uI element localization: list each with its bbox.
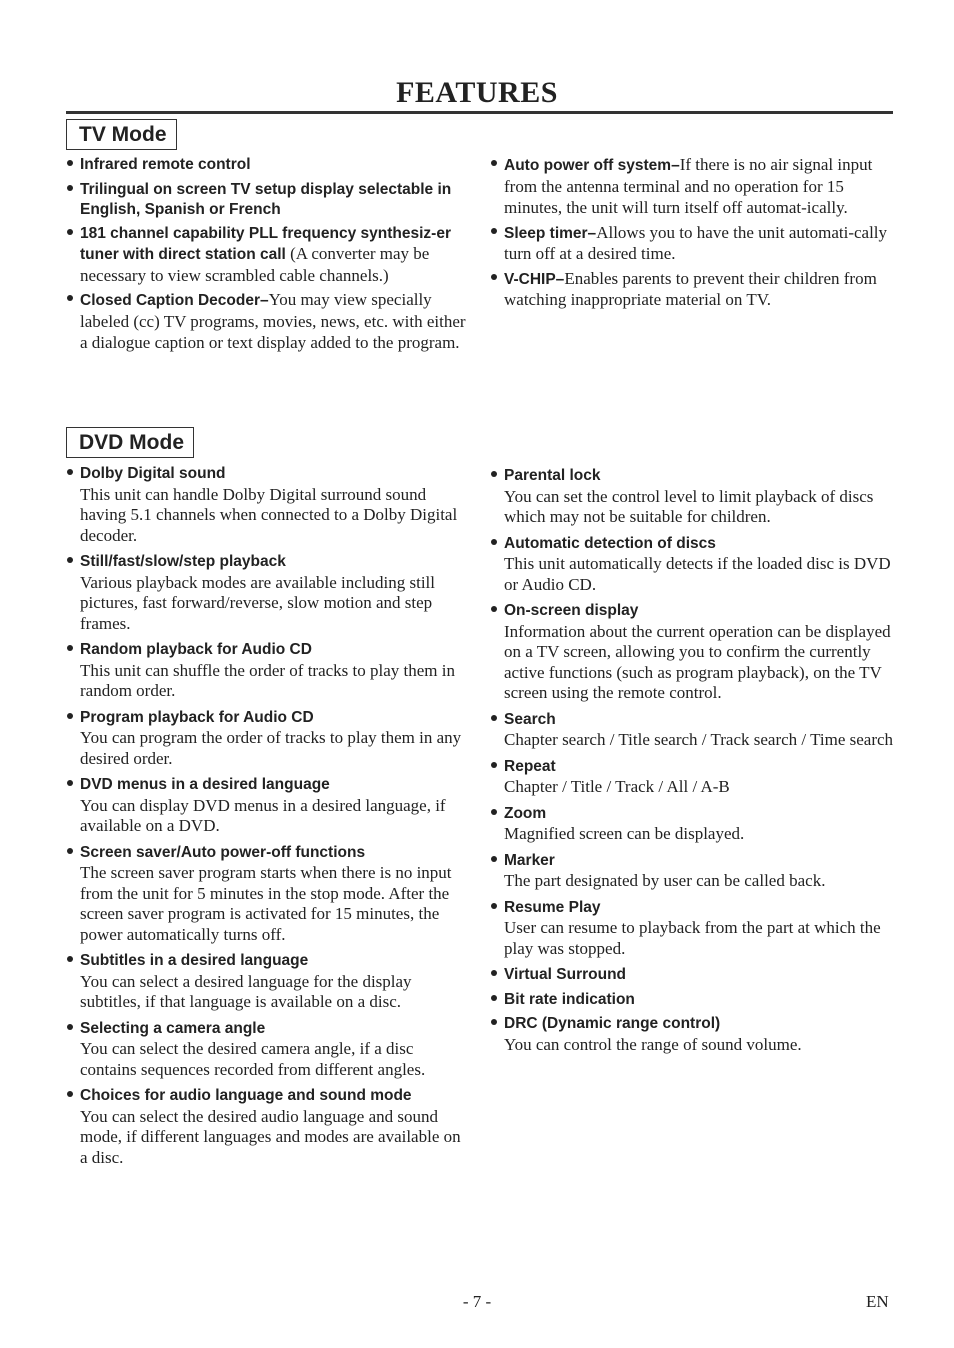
feature-heading: Resume Play bbox=[504, 898, 601, 916]
bullet-icon bbox=[67, 185, 73, 191]
page-number: - 7 - bbox=[462, 1292, 492, 1311]
tv-mode-heading: TV Mode bbox=[66, 119, 177, 150]
list-item bbox=[490, 466, 894, 528]
bullet-icon bbox=[491, 606, 497, 612]
feature-description: Information about the current operation can be displayed on a TV screen, allowing you to confirm the currently active functions (such as program playback), on the TV screen using the remote control. bbox=[504, 621, 891, 702]
list-item bbox=[66, 640, 470, 702]
language-code: EN bbox=[866, 1292, 889, 1311]
list-item bbox=[490, 601, 894, 704]
list-item bbox=[66, 775, 470, 837]
list-item bbox=[490, 534, 894, 596]
feature-heading: Screen saver/Auto power-off functions bbox=[80, 843, 366, 861]
list-item bbox=[490, 990, 894, 1011]
feature-description: Chapter search / Title search / Track search / Time search bbox=[504, 730, 894, 749]
feature-description: Allows you to have the unit automati-cally turn off at a desired time. bbox=[504, 222, 888, 263]
list-item bbox=[490, 223, 892, 266]
bullet-icon bbox=[67, 780, 73, 786]
list-item bbox=[490, 1014, 894, 1055]
feature-description: You can select a desired language for the display subtitles, if that language is available on a disc. bbox=[80, 971, 412, 1011]
bullet-icon bbox=[491, 970, 497, 976]
bullet-icon bbox=[491, 856, 497, 862]
list-item bbox=[490, 155, 892, 220]
list-item bbox=[490, 898, 894, 960]
bullet-icon bbox=[67, 1091, 73, 1097]
list-item bbox=[490, 851, 894, 892]
feature-description: This unit can handle Dolby Digital surround sound having 5.1 channels when connected to a Dolby Digital decoder. bbox=[80, 484, 458, 545]
bullet-icon bbox=[491, 160, 497, 166]
feature-heading: DRC (Dynamic range control) bbox=[504, 1015, 721, 1032]
feature-description: You can set the control level to limit playback of discs which may not be suitable for children. bbox=[504, 486, 874, 526]
feature-description: (A converter may be necessary to view scrambled cable channels.) bbox=[80, 244, 430, 285]
list-item bbox=[66, 290, 468, 355]
list-item bbox=[66, 552, 470, 634]
feature-heading: Program playback for Audio CD bbox=[80, 708, 314, 726]
bullet-icon bbox=[67, 645, 73, 651]
feature-heading: 181 channel capability PLL frequency synthesiz-er tuner with direct station call bbox=[80, 224, 451, 263]
bullet-icon bbox=[491, 274, 497, 280]
feature-description: This unit can shuffle the order of tracks to play them in random order. bbox=[80, 660, 456, 700]
bullet-icon bbox=[491, 1019, 497, 1025]
feature-heading: Repeat bbox=[504, 757, 556, 775]
page-title: FEATURES bbox=[396, 76, 558, 109]
feature-description: Enables parents to prevent their children from watching inappropriate material on TV. bbox=[504, 268, 877, 309]
list-item bbox=[66, 155, 468, 176]
feature-heading: Virtual Surround bbox=[504, 966, 627, 983]
list-item bbox=[66, 180, 468, 221]
bullet-icon bbox=[491, 903, 497, 909]
tv-mode-right-column bbox=[490, 155, 892, 312]
list-item bbox=[66, 224, 468, 288]
feature-description: The part designated by user can be called back. bbox=[504, 871, 826, 890]
dvd-mode-right-column bbox=[490, 466, 894, 1055]
list-item bbox=[66, 464, 470, 546]
dvd-mode-heading: DVD Mode bbox=[66, 427, 194, 458]
bullet-icon bbox=[491, 995, 497, 1001]
feature-heading: Automatic detection of discs bbox=[504, 534, 716, 552]
list-item bbox=[490, 804, 894, 845]
feature-description: User can resume to playback from the part at which the play was stopped. bbox=[504, 918, 881, 958]
feature-heading: Still/fast/slow/step playback bbox=[80, 553, 286, 570]
feature-heading: Sleep timer– bbox=[504, 224, 597, 242]
feature-heading: Search bbox=[504, 710, 556, 728]
feature-heading: Auto power off system– bbox=[504, 157, 680, 174]
feature-heading: Trilingual on screen TV setup display selectable in English, Spanish or French bbox=[80, 180, 452, 218]
feature-heading: V-CHIP– bbox=[504, 270, 565, 288]
feature-heading: Selecting a camera angle bbox=[80, 1019, 266, 1037]
feature-heading: Closed Caption Decoder– bbox=[80, 292, 269, 309]
feature-description: You may view specially labeled (cc) TV programs, movies, news, etc. with either a dialogue caption or text display added to the program. bbox=[80, 290, 466, 352]
feature-description: You can display DVD menus in a desired language, if available on a DVD. bbox=[80, 795, 446, 835]
bullet-icon bbox=[67, 713, 73, 719]
title-rule bbox=[66, 111, 893, 114]
bullet-icon bbox=[67, 956, 73, 962]
bullet-icon bbox=[491, 715, 497, 721]
feature-description: Magnified screen can be displayed. bbox=[504, 824, 745, 843]
list-item bbox=[490, 269, 892, 312]
feature-description: You can program the order of tracks to play them in any desired order. bbox=[80, 728, 462, 768]
bullet-icon bbox=[67, 848, 73, 854]
bullet-icon bbox=[491, 228, 497, 234]
list-item bbox=[66, 1019, 470, 1081]
feature-heading: Bit rate indication bbox=[504, 990, 635, 1008]
feature-description: You can select the desired camera angle, if a disc contains sequences recorded from different angles. bbox=[80, 1039, 426, 1079]
feature-heading: Dolby Digital sound bbox=[80, 465, 226, 482]
list-item bbox=[66, 951, 470, 1013]
feature-heading: Zoom bbox=[504, 804, 547, 822]
feature-description: You can select the desired audio language and sound mode, if different languages and modes are available on a disc. bbox=[80, 1106, 461, 1167]
tv-mode-left-column bbox=[66, 155, 468, 355]
feature-heading: Marker bbox=[504, 851, 555, 869]
feature-heading: Choices for audio language and sound mode bbox=[80, 1087, 412, 1104]
bullet-icon bbox=[67, 160, 73, 166]
feature-heading: Parental lock bbox=[504, 467, 601, 484]
feature-description: If there is no air signal input from the antenna terminal and no operation for 15 minutes, the unit will turn itself off automat-ically. bbox=[504, 155, 873, 217]
bullet-icon bbox=[67, 295, 73, 301]
dvd-mode-left-column bbox=[66, 464, 470, 1168]
feature-description: Various playback modes are available including still pictures, fast forward/reverse, slow motion and step frames. bbox=[80, 572, 436, 633]
bullet-icon bbox=[491, 809, 497, 815]
feature-heading: DVD menus in a desired language bbox=[80, 776, 330, 793]
feature-description: The screen saver program starts when there is no input from the unit for 5 minutes in the stop mode. After the screen saver program is activated for 15 minutes, the power automatically turns off. bbox=[80, 863, 452, 944]
feature-heading: Subtitles in a desired language bbox=[80, 952, 309, 969]
bullet-icon bbox=[67, 1024, 73, 1030]
feature-description: Chapter / Title / Track / All / A-B bbox=[504, 777, 730, 796]
feature-description: This unit automatically detects if the loaded disc is DVD or Audio CD. bbox=[504, 554, 891, 594]
list-item bbox=[66, 1086, 470, 1168]
bullet-icon bbox=[491, 762, 497, 768]
feature-heading: Infrared remote control bbox=[80, 156, 251, 173]
list-item bbox=[66, 843, 470, 946]
list-item bbox=[66, 708, 470, 770]
bullet-icon bbox=[491, 471, 497, 477]
bullet-icon bbox=[67, 469, 73, 475]
feature-heading: Random playback for Audio CD bbox=[80, 641, 312, 658]
list-item bbox=[490, 757, 894, 798]
bullet-icon bbox=[67, 557, 73, 563]
list-item bbox=[490, 710, 894, 751]
bullet-icon bbox=[491, 539, 497, 545]
feature-description: You can control the range of sound volume. bbox=[504, 1034, 802, 1054]
list-item bbox=[490, 965, 894, 986]
bullet-icon bbox=[67, 229, 73, 235]
feature-heading: On-screen display bbox=[504, 602, 639, 619]
